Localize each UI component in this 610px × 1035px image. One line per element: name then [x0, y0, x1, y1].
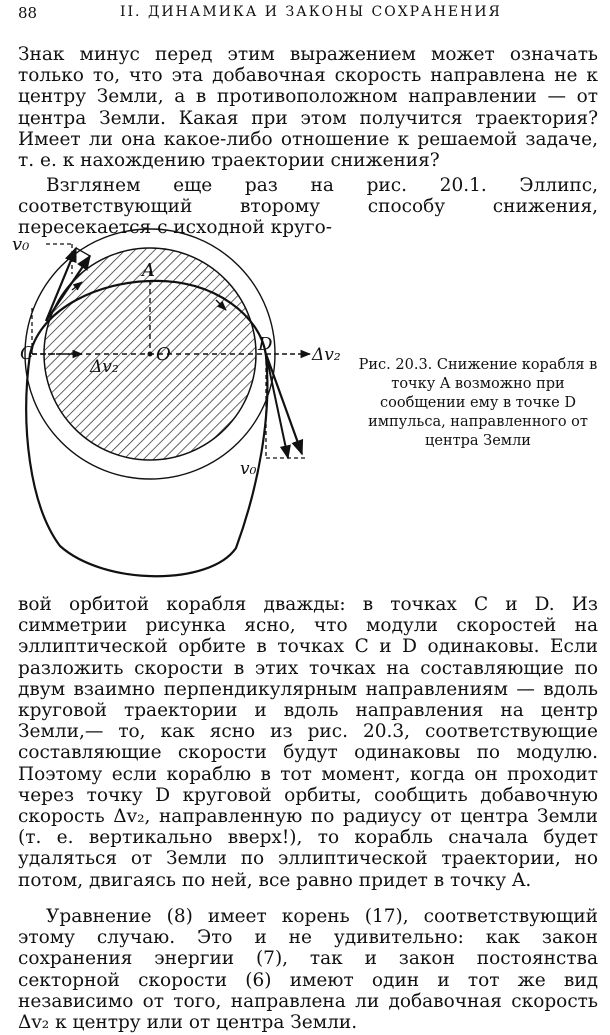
paragraph-3: вой орбитой корабля дважды: в точках C и D. Из симметрии рисунка ясно, что модули скоростей на эллиптической орбите в точках C и D одинаковы. Если разложить скорости в этих точках на составляющие по двум взаимно перпендикулярным направлениям — вдоль круговой траектории и вдоль направления на центр Земли,— то, как ясно из рис. 20.3, соответствующие составляющие скорости будут одинаковы по модулю. Поэтому если кораблю в тот момент, когда он проходит через точку D круговой орбиты, сообщить добавочную скорость Δv₂, направленную по радиусу от центра Земли (т. е. вертикально вверх!), то корабль сначала будет удаляться от Земли по эллиптической траектории, но потом, двигаясь по ней, все равно придет в точку A. [18, 594, 598, 891]
page-number: 88 [18, 4, 38, 22]
page-header [18, 4, 598, 24]
label-c: C [20, 343, 34, 364]
label-dv2-right: Δv₂ [312, 345, 341, 365]
paragraph-4: Уравнение (8) имеет корень (17), соответствующий этому случаю. Это и не удивительно: как закон сохранения энергии (7), так и закон постоянства секторной скорости (6) имеют один и тот же вид независимо от того, направлена ли добавочная скорость Δv₂ к центру или от центра Земли. [18, 906, 598, 1034]
figure-caption: Рис. 20.3. Снижение корабля в точку A возможно при сообщении ему в точке D импульса, направленного от центра Земли [358, 357, 598, 449]
label-o: O [156, 344, 171, 365]
figure-20-3 [10, 226, 370, 596]
label-v0-bottom: v₀ [240, 459, 257, 479]
label-a: A [142, 260, 155, 281]
paragraph-2: Взглянем еще раз на рис. 20.1. Эллипс, соответствующий второму способу снижения, пересекается с исходной круго- [18, 175, 598, 239]
running-title: II. ДИНАМИКА И ЗАКОНЫ СОХРАНЕНИЯ [120, 4, 502, 20]
label-dv2-left: Δv₂ [90, 357, 119, 377]
paragraph-1: Знак минус перед этим выражением может означать только то, что эта добавочная скорость направлена не к центру Земли, а в противоположном направлении — от центра Земли. Какая при этом получится траектория? Имеет ли она какое-либо отношение к решаемой задаче, т. е. к нахождению траектории снижения? [18, 44, 598, 172]
label-v0-top: v₀ [12, 234, 30, 255]
label-d: D [258, 334, 273, 355]
